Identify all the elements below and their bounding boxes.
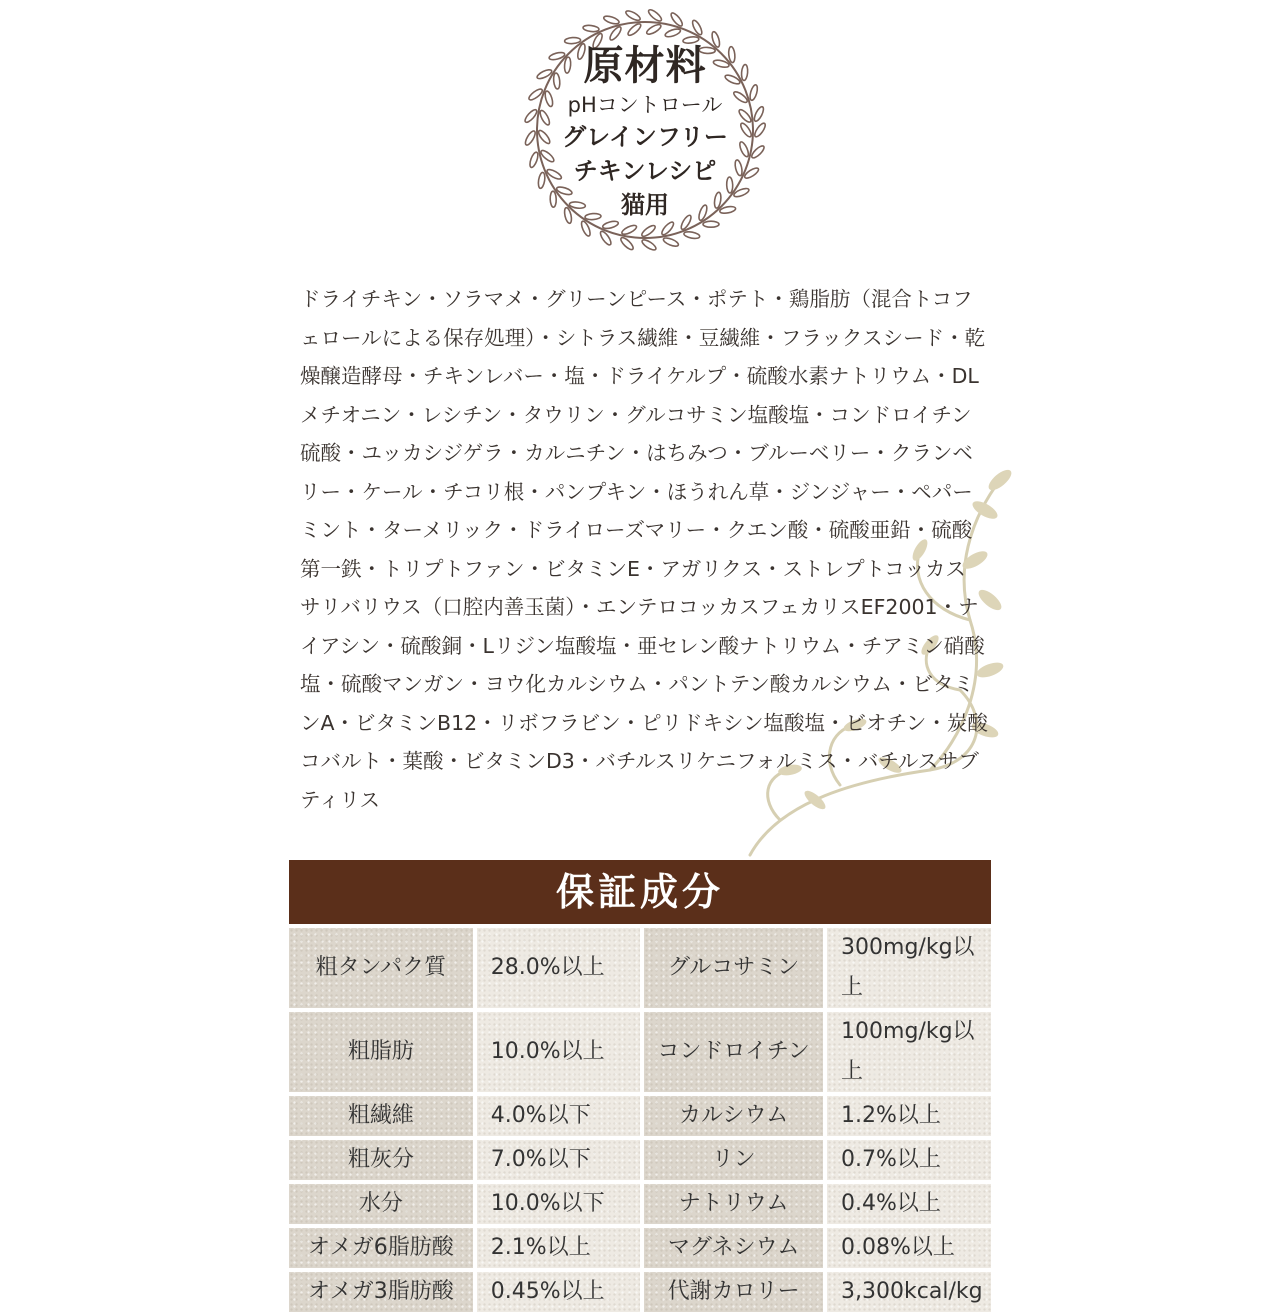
nutrient-value: 7.0%以下 (477, 1140, 640, 1180)
table-row (289, 1096, 991, 1136)
nutrient-value: 28.0%以上 (477, 928, 640, 1008)
nutrient-label: 粗タンパク質 (289, 928, 473, 1008)
nutrient-label: マグネシウム (644, 1228, 823, 1268)
nutrient-label: オメガ6脂肪酸 (289, 1228, 473, 1268)
table-row (289, 928, 991, 1008)
nutrient-label: 代謝カロリー (644, 1272, 823, 1312)
nutrient-label: ナトリウム (644, 1184, 823, 1224)
nutrient-value: 10.0%以下 (477, 1184, 640, 1224)
nutrient-value: 2.1%以上 (477, 1228, 640, 1268)
nutrient-value: 1.2%以上 (827, 1096, 991, 1136)
nutrient-label: リン (644, 1140, 823, 1180)
ingredient-list: ドライチキン・ソラマメ・グリーンピース・ポテト・鶏脂肪（混合トコフェロールによる保存処理）・シトラス繊維・豆繊維・フラックスシード・乾燥醸造酵母・チキンレバー・塩・ドライケルプ・硫酸水素ナトリウム・DLメチオニン・レシチン・タウリン・グルコサミン塩酸塩・コンドロイチン硫酸・ユッカシジゲラ・カルニチン・はちみつ・ブルーベリー・クランベリー・ケール・チコリ根・パンプキン・ほうれん草・ジンジャー・ペパーミント・ターメリック・ドライローズマリー・クエン酸・硫酸亜鉛・硫酸第一鉄・トリプトファン・ビタミンE・アガリクス・ストレプトコッカス サリバリウス（口腔内善玉菌）・エンテロコッカスフェカリスEF2001・ナイアシン・硫酸銅・Lリジン塩酸塩・亜セレン酸ナトリウム・チアミン硝酸塩・硫酸マンガン・ヨウ化カルシウム・パントテン酸カルシウム・ビタミンA・ビタミンB12・リボフラビン・ピリドキシン塩酸塩・ビオチン・炭酸コバルト・葉酸・ビタミンD3・バチルスリケニフォルミス・バチルスサブティリス (300, 287, 988, 812)
nutrient-label: オメガ3脂肪酸 (289, 1272, 473, 1312)
nutrient-label: 粗脂肪 (289, 1012, 473, 1092)
table-row (289, 1140, 991, 1180)
analysis-header: 保証成分 (289, 860, 991, 924)
badge-title: 原材料 (583, 43, 707, 89)
nutrient-label: 水分 (289, 1184, 473, 1224)
nutrient-value: 300mg/kg以上 (827, 928, 991, 1008)
table-row (289, 1228, 991, 1268)
badge-line-recipe: チキンレシピ (573, 157, 717, 185)
nutrient-label: 粗繊維 (289, 1096, 473, 1136)
nutrient-value: 10.0%以上 (477, 1012, 640, 1092)
nutrient-value: 100mg/kg以上 (827, 1012, 991, 1092)
nutrient-value: 0.08%以上 (827, 1228, 991, 1268)
badge-line-ph: pHコントロール (567, 93, 723, 117)
analysis-table (285, 924, 995, 1316)
table-row (289, 1012, 991, 1092)
nutrient-label: コンドロイチン (644, 1012, 823, 1092)
nutrient-label: グルコサミン (644, 928, 823, 1008)
table-row (289, 1184, 991, 1224)
nutrient-label: カルシウム (644, 1096, 823, 1136)
table-row (289, 1272, 991, 1312)
badge-line-cat: 猫用 (621, 191, 669, 219)
nutrient-label: 粗灰分 (289, 1140, 473, 1180)
nutrient-value: 4.0%以下 (477, 1096, 640, 1136)
badge-line-grainfree: グレインフリー (562, 123, 728, 151)
ingredients-badge (520, 0, 770, 260)
nutrient-value: 0.45%以上 (477, 1272, 640, 1312)
guaranteed-analysis (289, 860, 991, 1316)
badge-text (520, 42, 770, 222)
nutrient-value: 0.4%以上 (827, 1184, 991, 1224)
nutrient-value: 0.7%以上 (827, 1140, 991, 1180)
nutrient-value: 3,300kcal/kg (827, 1272, 991, 1312)
